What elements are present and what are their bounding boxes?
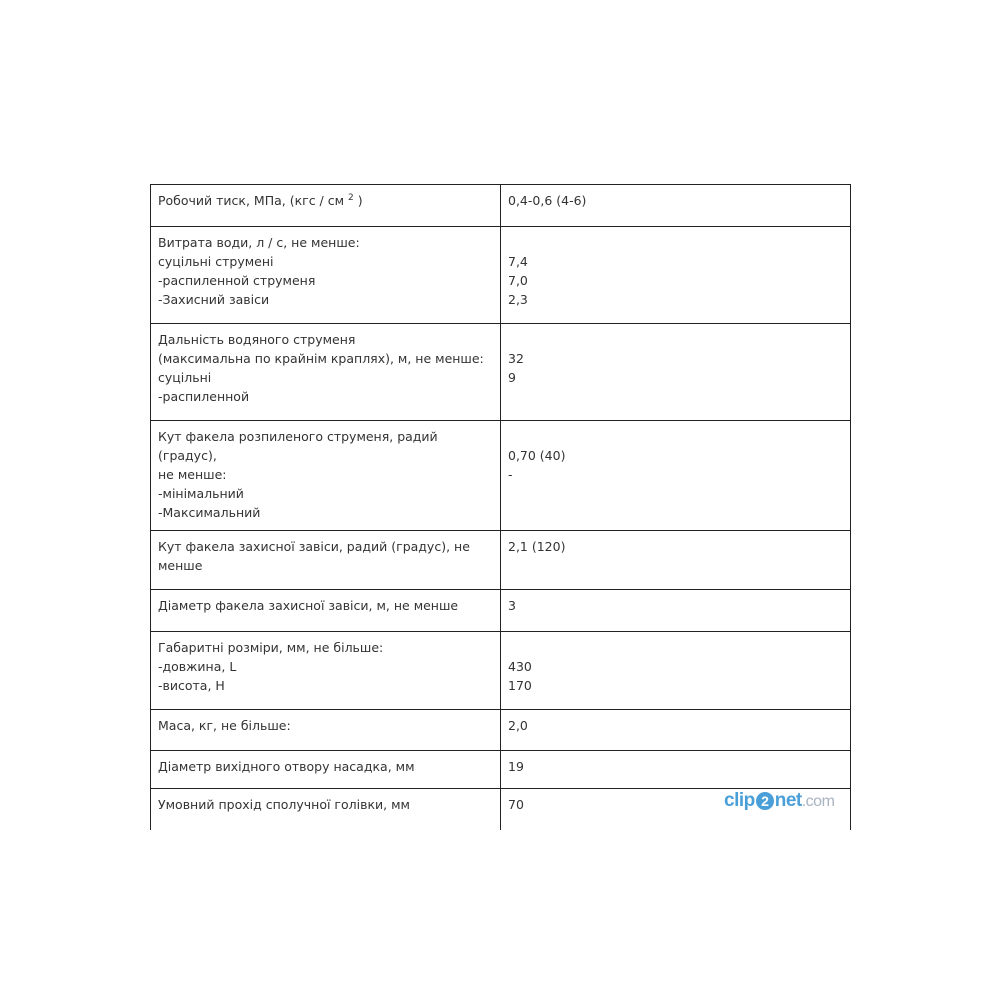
- param-cell: Діаметр факела захисної завіси, м, не менше: [151, 590, 501, 632]
- value-cell: 2,1 (120): [501, 531, 851, 590]
- specifications-table: [150, 184, 851, 830]
- working-pressure-label: Робочий тиск, МПа, (кгс / см $^2$ ): [158, 192, 363, 208]
- value-cell: 7,4 7,0 2,3: [501, 227, 851, 324]
- table-row: [151, 421, 851, 531]
- value-cell: 32 9: [501, 324, 851, 421]
- table-row: [151, 227, 851, 324]
- value-cell: 19: [501, 751, 851, 789]
- table-row: [151, 751, 851, 789]
- table-row: [151, 185, 851, 227]
- param-cell: Кут факела розпиленого струменя, радий (градус), не менше: -мінімальний -Максимальний: [151, 421, 501, 531]
- watermark-two-circle: 2: [756, 792, 774, 810]
- param-cell: Габаритні розміри, мм, не більше: -довжина, L -висота, H: [151, 632, 501, 710]
- param-cell: Витрата води, л / с, не менше: суцільні струмені -распиленной струменя -Захисний завіси: [151, 227, 501, 324]
- value-cell: 2,0: [501, 710, 851, 751]
- param-cell: Діаметр вихідного отвору насадка, мм: [151, 751, 501, 789]
- watermark-dotcom: .com: [801, 793, 835, 810]
- param-cell: Кут факела захисної завіси, радий (градус), не менше: [151, 531, 501, 590]
- watermark-net: net: [774, 790, 802, 811]
- watermark-clip: clip: [724, 790, 755, 811]
- table-row: [151, 324, 851, 421]
- clip2net-watermark: [724, 790, 834, 812]
- param-cell-working-pressure: [151, 185, 501, 227]
- table-row: [151, 531, 851, 590]
- param-cell: Маса, кг, не більше:: [151, 710, 501, 751]
- param-cell: Умовний прохід сполучної голівки, мм: [151, 789, 501, 830]
- value-cell: 3: [501, 590, 851, 632]
- value-cell: 0,4-0,6 (4-6): [501, 185, 851, 227]
- value-cell: 0,70 (40) -: [501, 421, 851, 531]
- param-cell: Дальність водяного струменя (максимальна по крайнім краплях), м, не менше: суцільні -распиленной: [151, 324, 501, 421]
- table-row: [151, 632, 851, 710]
- specifications-table-body: [151, 185, 851, 830]
- value-cell: 70: [501, 789, 851, 830]
- value-cell: 430 170: [501, 632, 851, 710]
- table-row: [151, 710, 851, 751]
- table-row: [151, 590, 851, 632]
